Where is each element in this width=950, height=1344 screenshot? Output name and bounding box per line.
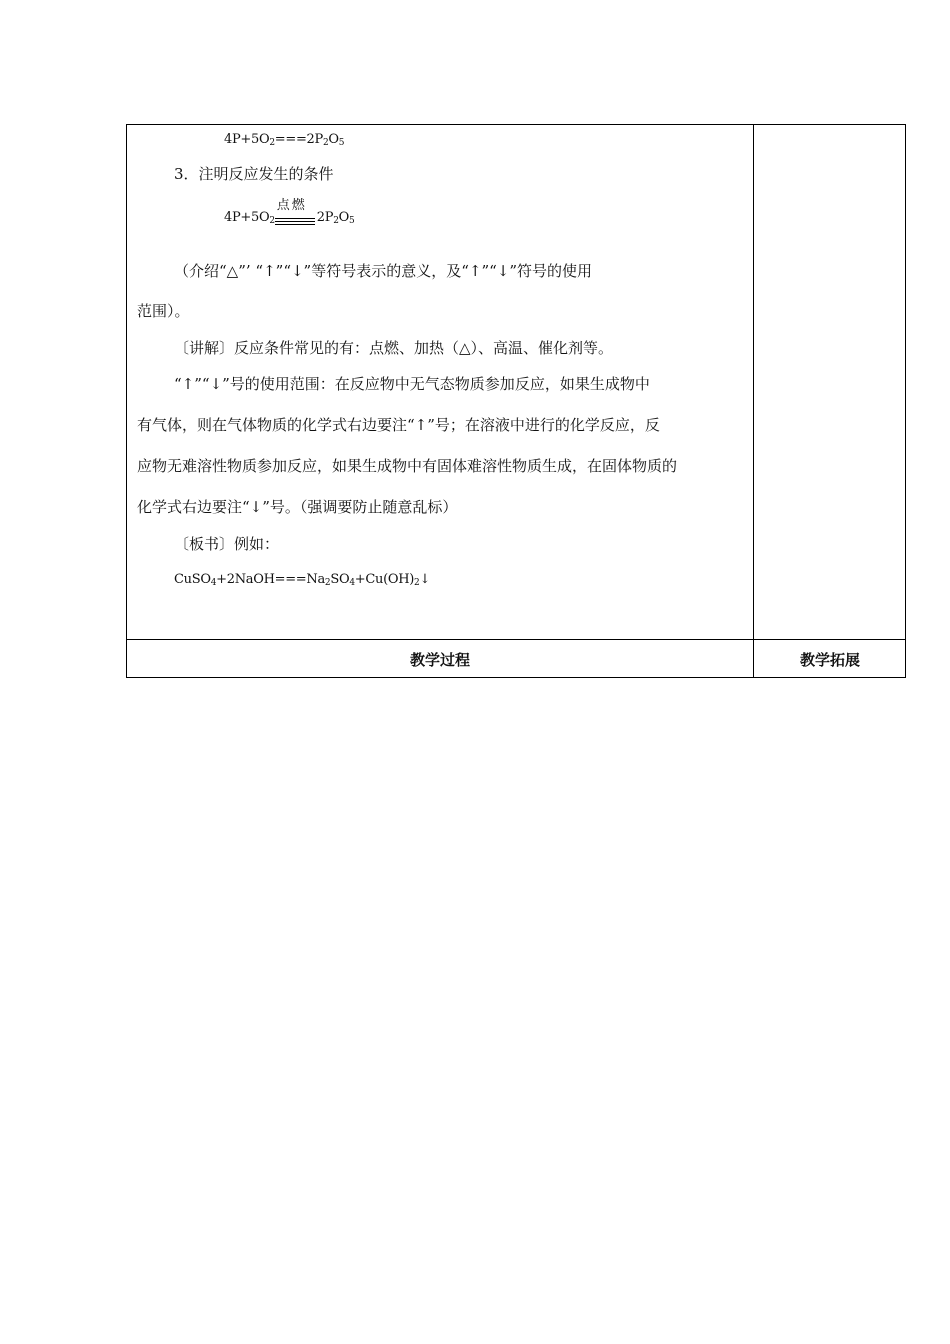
reaction-condition-equals: 点燃 (275, 210, 317, 230)
equation-precipitate: $CuSO_4+2NaOH===Na_2SO_4+Cu(OH)_2↓$ (174, 572, 431, 588)
teaching-content-cell (127, 125, 753, 639)
intro-paragraph-line-2: 范围）。 (137, 302, 190, 320)
arrows-paragraph-line-4: 化学式右边要注“↓”号。（强调要防止随意乱标） (137, 498, 458, 516)
header-teaching-extension: 教学拓展 (799, 650, 860, 669)
column-divider (753, 125, 754, 677)
intro-paragraph-line-1: （介绍“△”’ “↑”“↓”等符号表示的意义，及“↑”“↓”符号的使用 (174, 262, 593, 280)
arrows-paragraph-line-3: 应物无难溶性物质参加反应，如果生成物中有固体难溶性物质生成，在固体物质的 (137, 457, 678, 475)
arrows-paragraph-line-1: “↑”“↓”号的使用范围：在反应物中无气态物质参加反应，如果生成物中 (174, 375, 650, 393)
equation-with-condition: $4P+5O_2$ 点燃 $2P_2O_5$ (224, 209, 354, 230)
header-teaching-process: 教学过程 (409, 650, 470, 669)
arrows-paragraph-line-2: 有气体，则在气体物质的化学式右边要注“↑”号；在溶液中进行的化学反应，反 (137, 416, 660, 434)
explain-paragraph: 〔讲解〕反应条件常见的有：点燃、加热（△）、高温、催化剂等。 (174, 339, 614, 357)
equation-unconditioned: $4P+5O_2===2P_2O_5$ (224, 132, 345, 148)
item-3-heading: 3．注明反应发生的条件 (174, 165, 334, 183)
lesson-table (126, 124, 906, 678)
board-example-label: 〔板书〕例如： (174, 535, 280, 553)
